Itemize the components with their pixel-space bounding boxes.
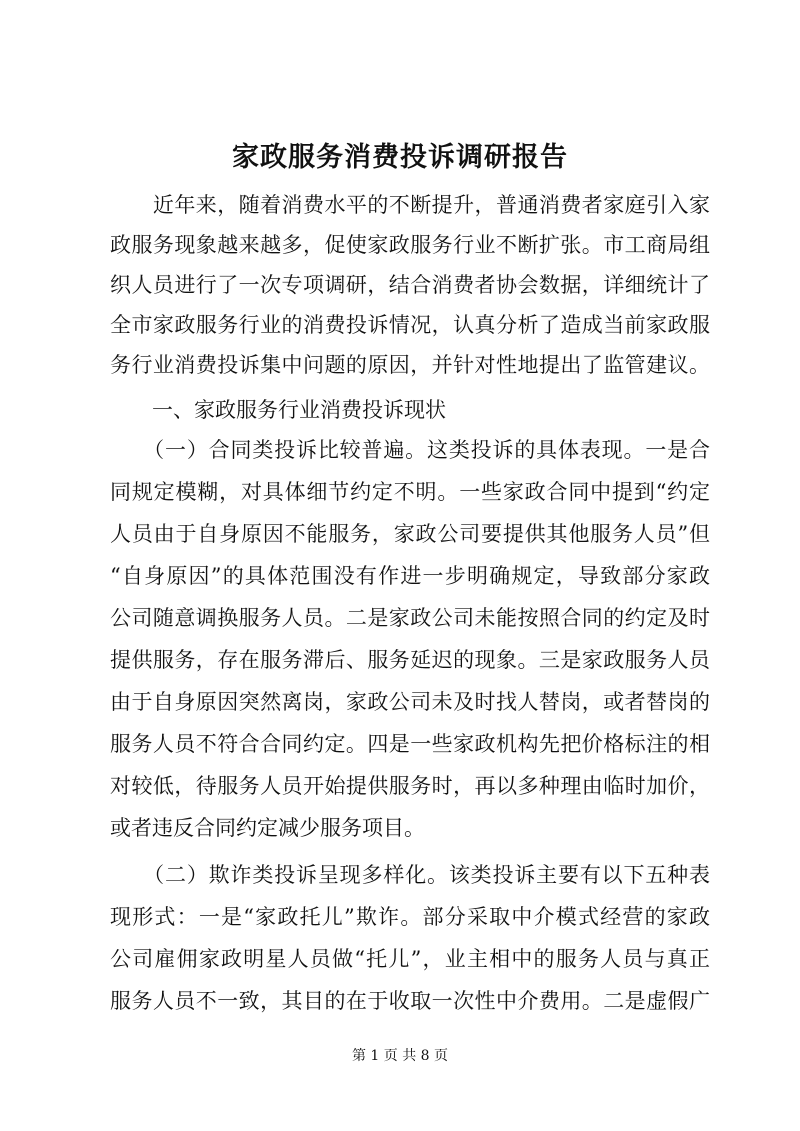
- text-line: 政服务现象越来越多，促使家政服务行业不断扩张。市工商局组: [110, 233, 710, 257]
- text-line: 服务人员不符合合同约定。四是一些家政机构先把价格标注的相: [110, 732, 710, 756]
- text-line: 全市家政服务行业的消费投诉情况，认真分析了造成当前家政服: [110, 313, 710, 337]
- text-line: 现形式：一是“家政托儿”欺诈。部分采取中介模式经营的家政: [110, 905, 710, 929]
- text-line: 同规定模糊，对具体细节约定不明。一些家政合同中提到“约定: [110, 480, 710, 504]
- section-heading: 一、家政服务行业消费投诉现状: [110, 398, 446, 422]
- text-line: 务行业消费投诉集中问题的原因，并针对性地提出了监管建议。: [110, 353, 710, 377]
- text-line: 织人员进行了一次专项调研，结合消费者协会数据，详细统计了: [110, 273, 710, 297]
- document-title: 家政服务消费投诉调研报告: [232, 142, 568, 173]
- text-line: “自身原因”的具体范围没有作进一步明确规定，导致部分家政: [110, 564, 710, 588]
- text-line: 由于自身原因突然离岗，家政公司未及时找人替岗，或者替岗的: [110, 690, 710, 714]
- text-line: 对较低，待服务人员开始提供服务时，再以多种理由临时加价，: [110, 774, 710, 798]
- text-line: 人员由于自身原因不能服务，家政公司要提供其他服务人员”但: [110, 522, 710, 546]
- text-line: 服务人员不一致，其目的在于收取一次性中介费用。二是虚假广: [110, 989, 710, 1013]
- text-line: 提供服务，存在服务滞后、服务延迟的现象。三是家政服务人员: [110, 648, 710, 672]
- text-line: 公司雇佣家政明星人员做“托儿”，业主相中的服务人员与真正: [110, 947, 710, 971]
- text-line: 或者违反合同约定减少服务项目。: [110, 816, 425, 840]
- text-line: 公司随意调换服务人员。二是家政公司未能按照合同的约定及时: [110, 606, 710, 630]
- page-number-footer: 第 1 页 共 8 页: [351, 1048, 449, 1064]
- text-line: 近年来，随着消费水平的不断提升，普通消费者家庭引入家: [110, 193, 710, 217]
- text-line: （一）合同类投诉比较普遍。这类投诉的具体表现。一是合: [110, 438, 710, 462]
- text-line: （二）欺诈类投诉呈现多样化。该类投诉主要有以下五种表: [110, 863, 710, 887]
